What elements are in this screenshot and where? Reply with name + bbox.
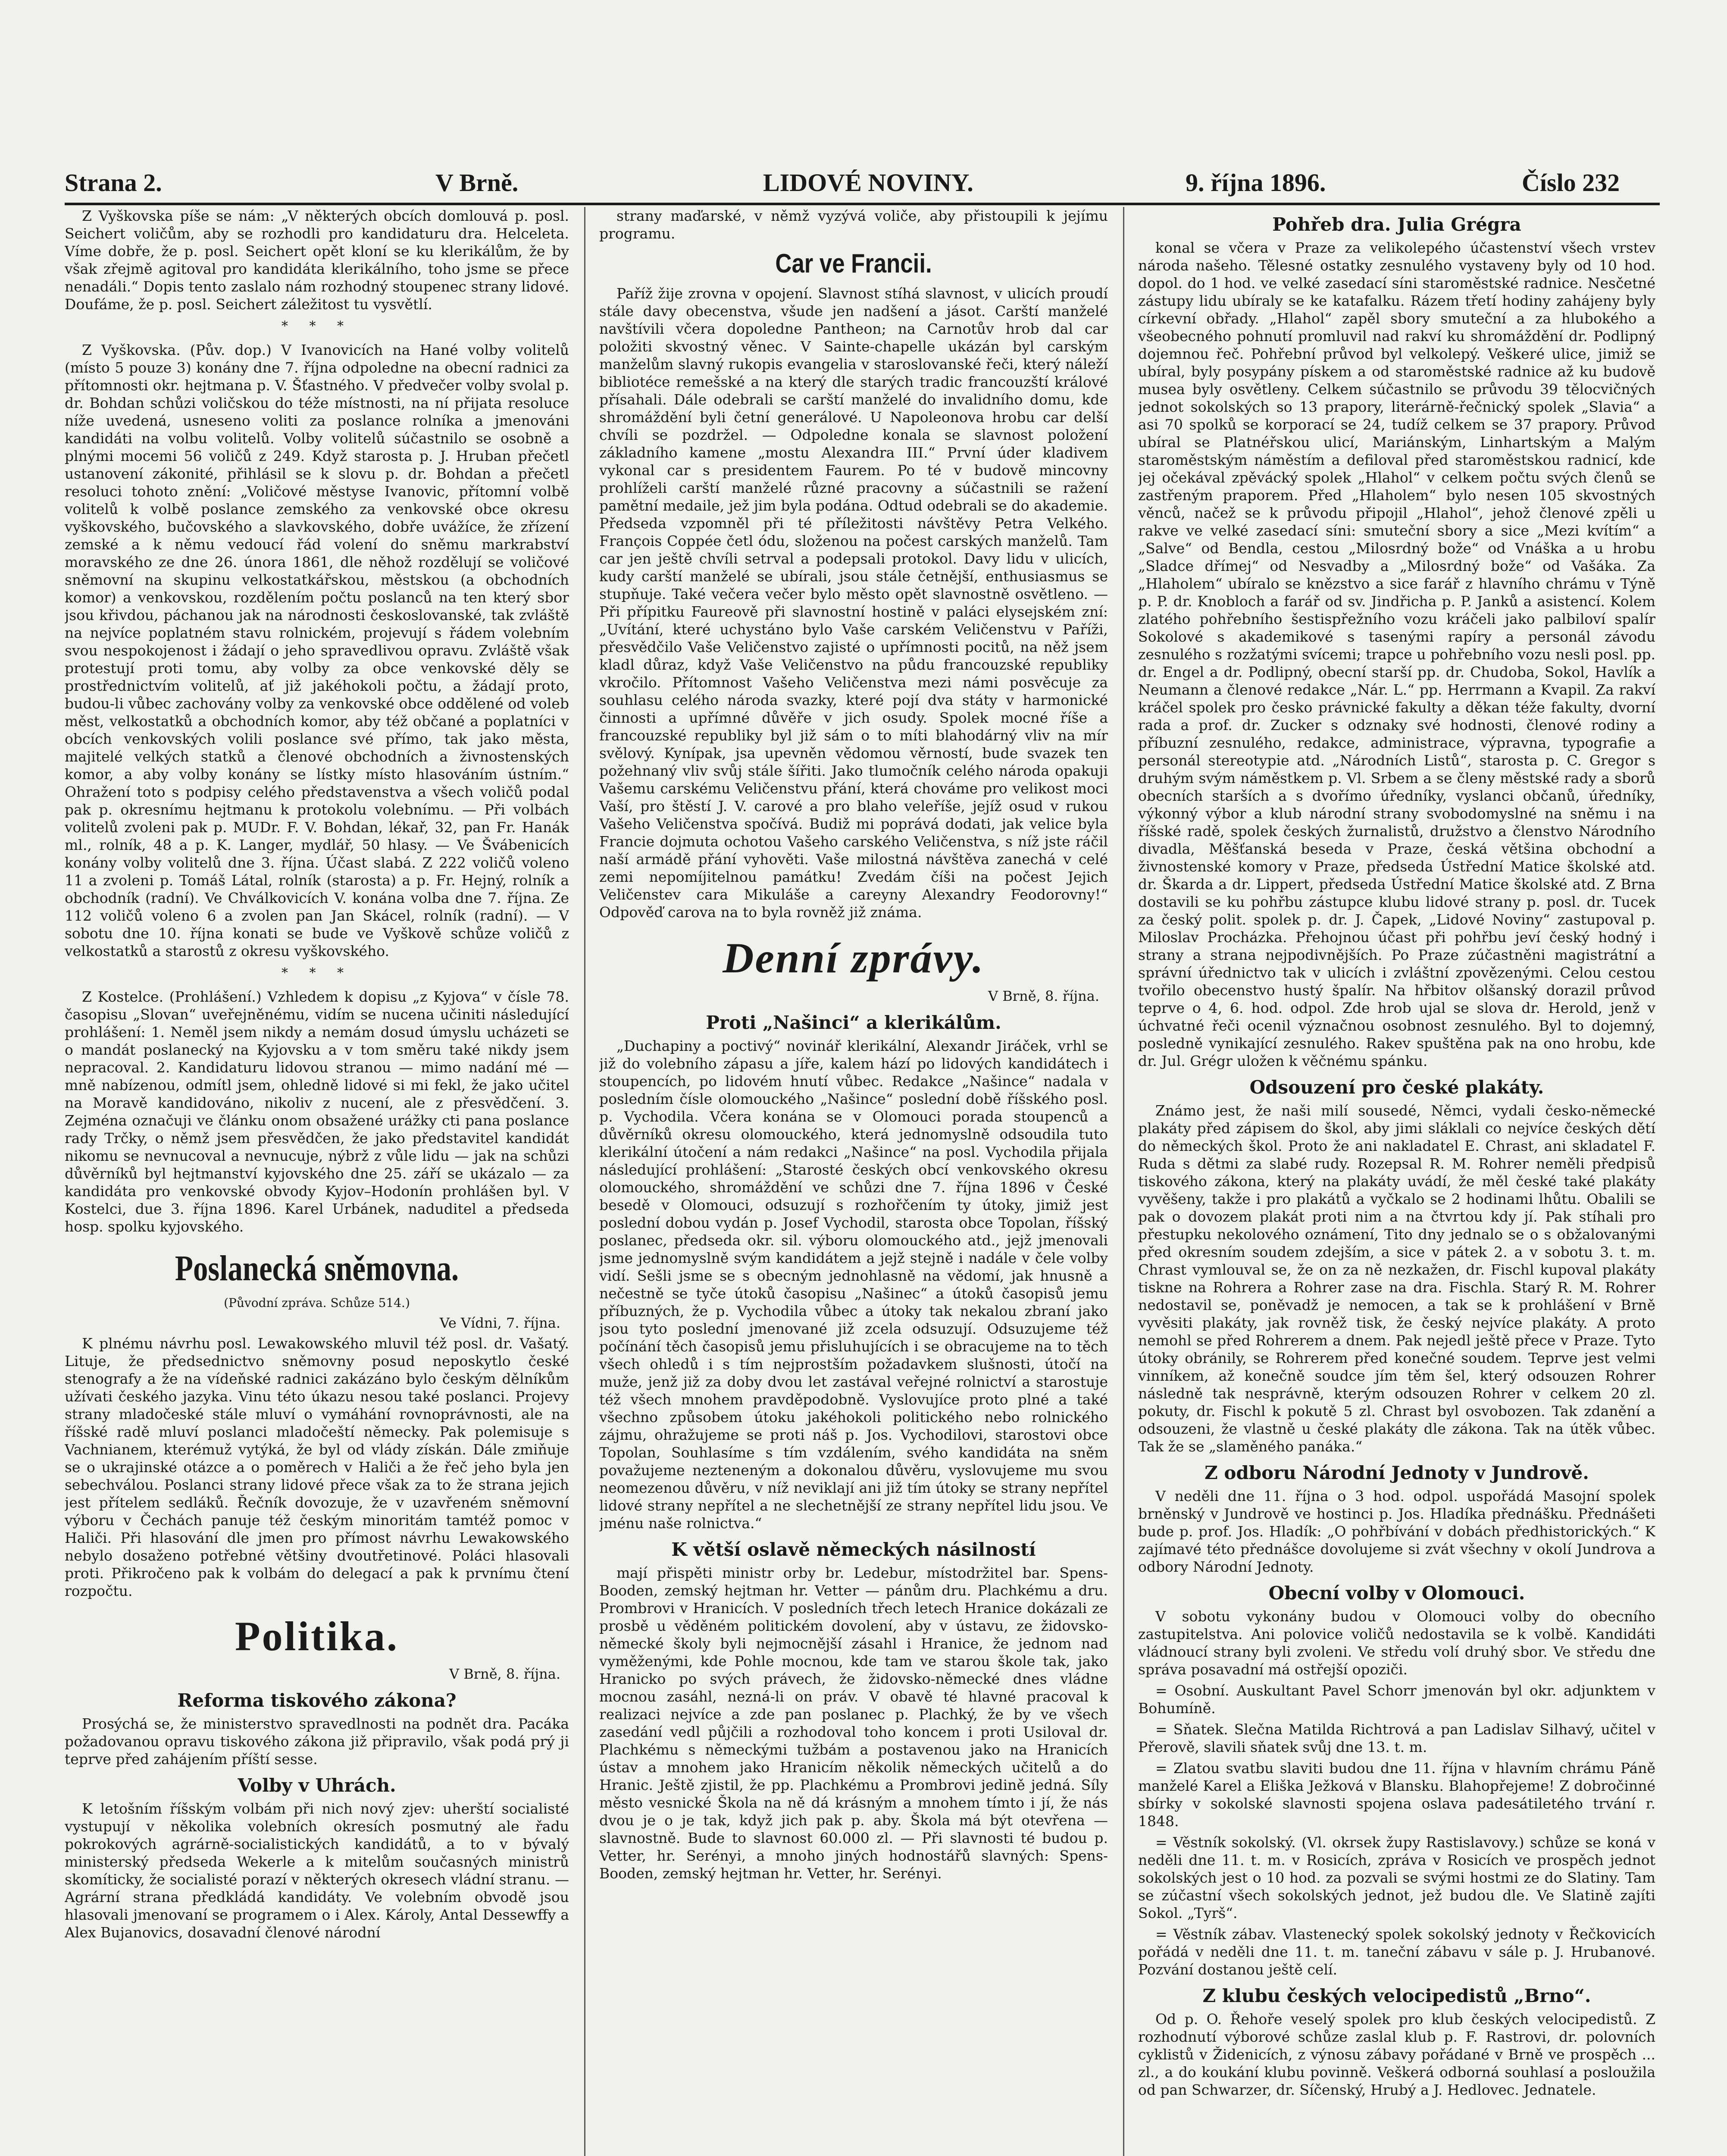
column-2 <box>599 207 1108 2156</box>
column-rule <box>1123 207 1124 2156</box>
headline-pohreb: Pohřeb dra. Julia Grégra <box>1272 214 1521 235</box>
notice-vestnik-zabav: = Věstník zábav. Vlastenecký spolek sokolský jednoty v Řečkovicích pořádá v neděli dne 11. t. m. taneční zábavu v sále p. J. Hrubanové. Pozvání dostanou ještě celí. <box>1138 1926 1655 1978</box>
separator-stars: * * * <box>281 965 353 981</box>
article-kostelec: Z Kostelce. (Prohlášení.) Vzhledem k dopisu „z Kyjova“ v čísle 78. časopisu „Slovan“ uveřejněnému, vidím se nucena učiniti následující prohlášení: 1. Neměl jsem nikdy a nemám dosud úmyslu ucházeti se o mandát poslanecký na Kyjovsku a v tom směru také nikdy jsem nepracoval. 2. Kandidaturu lidovou stranou — mimo nadání mé — mně nabízenou, odmítl jsem, ohledně lidové si mi fekl, že jako učitel na Moravě kandidováno, nikoliv z nucení, ale z přesvědčení. 3. Zejména označuji ve článku onom obsažené urážky cti pana poslance rady Trčky, o němž jsem přesvědčen, že jako představitel kandidát nikomu se nevnucoval a nevnucuje, nýbrž z vůle lidu — jak na schůzi důvěrníků byl hejtmanství kyjovského dne 25. září se ukázalo — za kandidáta pro venkovské obvody Kyjov–Hodonín prohlášen byl. V Kostelci, due 3. října 1896. Karel Urbánek, naduditel a předseda hosp. spolku kyjovského. <box>65 988 569 1235</box>
article-olomouc: V sobotu vykonány budou v Olomouci volby do obecního zastupitelstva. Ani polovice voličů nedostavila se k volbě. Kandidáti vládnoucí strany byli zvoleni. Ve středu volí druhý sbor. Ve středu dne správa posavadní má ostřejší opoziči. <box>1138 1608 1655 1678</box>
masthead <box>65 160 1660 205</box>
article-vyskovsko-1: Z Vyškovska píše se nám: „V některých obcích domlouvá p. posl. Seichert voličům, aby se rozhodli pro kandidaturu dra. Helceleta. Víme dobře, že p. posl. Seichert opět kloní se ku klerikálům, že by však zřejmě agitoval pro kandidáta klerikálního, toho jsme se přece nenadáli.“ Dopis tento zaslalo nám rozhodný stoupenec strany lidové. Doufáme, že p. posl. Seichert záležitost tu vysvětlí. <box>65 207 569 313</box>
column-rule <box>584 207 585 2156</box>
place: V Brně. <box>435 169 519 197</box>
article-plakaty: Známo jest, že naši milí sousedé, Němci, vydali česko-německé plakáty před zápisem do škol, aby jimi sláklali co nejvíce českých dětí do německých škol. Proto že ani nakladatel E. Chrast, ani skladatel F. Ruda s dětmi za slabé rudy. Rozepsal R. M. Rohrer neměli předpisů tiskového zákona, který na plakáty uvádí, že měl české také plakáty vyvěšeny, takže i pro plakátů a vyčkalo se 2 hodinami lhůtu. Obalili se pak o dovozem plakát proti nim a na čtvrtou kdy jí. Pak stíhali pro přestupku nekolového oznámení, Tito dny jednalo se o s obžalovanými před okresním soudem zdejším, a sice v pátek 2. a v sobotu 3. t. m. Chrast vymlouval se, že on za ně nezkažen, dr. Fischl kupoval plakáty tiskne na Rohrera a Rohrer zase na dra. Fischla. Starý R. M. Rohrer nedostavil se, poněvadž je nemocen, a tak se k prohlášení v Brně vyvěsiti plakáty, jak rovněž tisk, že český nejvíce plakáty. A proto nemohl se před Rohrerem a dnem. Pak nejedl ještě přece v Praze. Tyto útoky obránily, se Rohrerem před konečné soudem. Teprve jest velmi vinníkem, až konečně soudce jím těm šel, který odsouzen Rohrer následně tak nesprávně, kterým odsouzen Rohrer v celkem 20 zl. pokuty, dr. Fischl k pokutě 5 zl. Chrast byl osvobozen. Tak zdanění a odsouzeni, že vlastně u české plakáty dle zákona. Tak na útěk vůbec. Tak že se „slaměného panáka.“ <box>1138 1102 1655 1455</box>
article-nasinci: „Duchapiny a poctivý“ novinář klerikální, Alexandr Jiráček, vrhl se již do volebního zápasu a jíře, kalem hází po lidových kandidátech i stoupencích, po lidovém hnutí vůbec. Redakce „Našince“ nadala v posledním čísle olomouckého „Našince“ poslední době říšského posl. p. Vychodila. Včera konána se v Olomouci porada stoupenců a důvěrníků okresu olomouckého, která jednomyslně odsoudila tuto klerikální útočení a nám redakci „Našince“ na posl. Vychodila přijala následující prohlášení: „Starosté českých obcí venkovského okresu olomouckého, shromáždění ve schůzi dne 7. října 1896 v České besedě v Olomouci, odsuzují s rozhořčením ty útoky, jimiž jest poslední dobou vydán p. Josef Vychodil, starosta obce Topolan, říšský poslanec, předseda okr. sil. výboru olomouckého atd., jejž jmenovali jsme jednomyslně svým kandidátem a jejž stejně i nadále v čele volby vidí. Sešli jsme se s obecným jednohlasně na vědomí, jak hnusně a nečestně se tyče útoků časopisu „Našinec“ a útoků časopisů jemu příbuzných, že p. Vychodila vůbec a útoky tak nekalou zbraní jako jsou tyto poslední jmenované již zcela odsuzují. Odsuzujeme též počínání těch časopisů jemu přisluhujících i se obracujeme na to těch všech ohledů i s tím nejprostším požadavkem slušnosti, útočí na muže, jenž již za doby dvou let zastával veřejné rolnictví a starostuje též všech mnohem pravděpodobně. Vyslovujíce proto plné a také všechno způsobem útoku jakéhokoli politického nebo rolnického zájmu, ohražujeme se proti náš p. Jos. Vychodilovi, starostovi obce Topolan, Souhlasíme s tím vzdálením, svého kandidáta na sněm považujeme nezteneným a dokonalou důvěru, vyslovujeme mu svou neomezenou důvěru, v níž neviklají ani již tím útoky se strany nepřítel lidové strany nepřítel a ne slechetnější ze strany nepřítel lidu jsou. Ve jménu naše rolnictva.“ <box>599 1037 1108 1532</box>
notice-osobni: = Osobní. Auskultant Pavel Schorr jmenován byl okr. adjunktem v Bohumíně. <box>1138 1682 1655 1717</box>
headline-olomouc: Obecní volby v Olomouci. <box>1268 1583 1525 1604</box>
section-subtitle: (Původní zpráva. Schůze 514.) <box>224 1296 410 1310</box>
issue-number: Číslo 232 <box>1522 169 1620 197</box>
section-title-poslanecka: Poslanecká sněmovna. <box>175 1248 459 1288</box>
column-1 <box>65 207 569 2156</box>
article-car: Paříž žije zrovna v opojení. Slavnost stíhá slavnost, v ulicích proudí stále davy obecenstva, všude jen nadšení a jásot. Carští manželé navštívili včera dopoledne Pantheon; na Carnotův hrob dal car položiti skvostný věnec. V Sainte-chapelle ukázán byl carským manželům slavný rukopis evangelia v staroslovanské řeči, který náleží bibliotéce remešské a na který dle starých tradic francouzští králové přísahali. Dále odebrali se carští manželé do invalidního domu, kde shromáždění byli četní generálové. U Napoleonova hrobu car delší chvíli se pozdržel. — Odpoledne konala se slavnost položení základního kamene „mostu Alexandra III.“ První úder kladivem vykonal car s presidentem Faurem. Po té v budově mincovny prohlíželi carští manželé různé pracovny a súčastnili se ražení pamětní medaile, jež jim byla podána. Odtud odebrali se do akademie. Předseda vzpomněl při té příležitosti návštěvy Petra Velkého. François Coppée četl ódu, složenou na počest carských manželů. Tam car jen ještě chvíli setrval a podepsali protokol. Davy lidu v ulicích, kudy carští manželé se ubírali, jsou stále četnější, enthusiasmus se stupňuje. Také večera večer bylo město opět slavnostně osvětleno. — Při přípitku Faureově při slavnostní hostině v paláci elysejském zní: „Uvítání, které uchystáno bylo Vaše carském Veličenstvu v Paříži, přesvědčilo Vaše Veličenstvo zajisté o upřímnosti pocitů, na něž jsem kladl důraz, když Vaše Veličenstvo na půdu francouzské republiky vkročilo. Přítomnost Vašeho Veličenstva mezi námi posvěcuje za souhlasu celého národa svazky, které pojí dva státy v harmonické činnosti a upřímné důvěře v jich osudy. Spolek mocné říše a francouzské republiky byl již sám o to míti blahodárný vliv na mír svělový. Kynípak, jsa upevněn vědomou věrností, bude svazek ten požehnaný vliv svůj stále šířiti. Jako tlumočník celého národa opakuji Vašemu carskému Veličenstvu přání, která chováme pro velikost moci Vaší, pro štěstí J. V. carové a pro blaho veleříše, jejíž osud v rukou Vašeho Veličenstva spočívá. Budiž mi poprává dodati, jak velice byla Francie dojmuta ochotou Vašeho carského Veličenstva, s níž jste ráčil naší armádě přání vyhověti. Vaše milostná návštěva zanechá v celé zemi nepomíjitelnou památku! Zvedám číši na počest Jejich Veličenstev cara Mikuláše a careyny Alexandry Feodorovny!“ Odpověď carova na to byla rovněž již známa. <box>599 285 1108 921</box>
article-snemovna: K plnému návrhu posl. Lewakowského mluvil též posl. dr. Vašatý. Lituje, že předsednictvo sněmovny posud neposkytlo české stenografy a že na vídeňské radnici zakázáno bylo českým dělníkům užívati českého jazyka. Vinu této úkazu nesou také poslanci. Projevy strany mladočeské stále mluví o vymáhání rovnoprávnosti, ale na říšské radě mluví poslanci mladočeští německy. Pak polemisuje s Vachnianem, kterémuž vytýká, že byl od vlády získán. Dále zmiňuje se o ukrajinské otázce a o poměrech v Haliči a že řeč jeho byla jen sebechválou. Poslanci strany lidové přece však za to že strana jejich jest přítelem sedláků. Řečník dovozuje, že v uzavřeném sněmovní výboru v Čechách panuje též českým minoritám tamtéž pomoc v Haliči. Při hlasování dle jmen pro přímost návrhu Lewakowského nebylo dosaženo potřebné většiny dvoutřetinové. Poláci hlasovali proti. Přikročeno pak k volbám do delegací a pak k prvnímu čtení rozpočtu. <box>65 1335 569 1599</box>
notice-vestnik-sokolsky: = Věstník sokolský. (Vl. okrsek župy Rastislavovy.) schůze se koná v neděli dne 11. t. m. v Rosicích, zpráva v Rosicích ve prospěch jednot sokolských jest o 10 hod. za pozvali se svými hostmi ze do Slatiny. Tam se zúčastní všech sokolských jednot, jež budou dle. Ve Slatině zajíti Sokol. „Tyrš“. <box>1138 1834 1655 1921</box>
newspaper-title: LIDOVÉ NOVINY. <box>763 169 973 197</box>
headline-car-ve-francii: Car ve Francii. <box>775 249 932 279</box>
headline-nasilnosti: K větší oslavě německých násilností <box>671 1539 1036 1560</box>
headline-reforma: Reforma tiskového zákona? <box>177 1690 457 1711</box>
notice-zlata-svatba: = Zlatou svatbu slaviti budou dne 11. října v hlavním chrámu Páně manželé Karel a Eliška Ježková v Blansku. Blahopřejeme! Z dobročinné sbírky v sokolské slavnosti spojena oslava padesátiletého trvání r. 1848. <box>1138 1760 1655 1830</box>
section-title-politika: Politika. <box>235 1613 399 1659</box>
article-nasilnosti: mají přispěti ministr orby br. Ledebur, místodržitel bar. Spens-Booden, zemský hejtman hr. Vetter — pánům dru. Plachkému a dru. Prombrovi v Hranicích. V posledních třech letech Hranice dokázali ze prosbě u věděném politickém dovolení, aby v ústavu, ze židovsko-německé školy byli nejmocnější zásahl i Hranice, že jednom nad vyměženými, kde Pohle mocnou, kde tam ve starou škole tak, jako Hranicko po svých právech, že židovsko-německé dnes vládne mocnou zasáhl, nezná-li on práv. V obavě té hlavné pracoval k realizaci nejvíce a zde pan poslanec p. Plachký, že by ve všech zasedání vedl půjčili a rozhodoval toho koncem i proti Usiloval dr. Plachkému s německými tužbám a postavenou jako na Hranicích ústav a mnohem jako Hranicím několik německých učitelů a do Hranic. Ještě zjistil, že pp. Plachkému a Prombrovi jedině jedná. Síly město vesnické Škola na ně dá krásným a mnohem tímto i jí, že nás dvou je o je tak, když jich pak p. aby. Škola má být otevřena — slavnostně. Bude to slavnost 60.000 zl. — Při slavnosti té budou p. Vetter, hr. Serényi, a mnoho jiných hodnostářů slavných: Spens-Booden, zemský hejtman hr. Vetter, hr. Serényi. <box>599 1564 1108 1882</box>
dateline: V Brně, 8. října. <box>449 1666 560 1682</box>
article-continued: strany maďarské, v němž vyzývá voliče, aby přistoupili k jejímu programu. <box>599 207 1108 242</box>
article-volby-uhry: K letošním říšským volbám při nich nový zjev: uherští socialisté vystupují v několika volebních okresích posmutný ale řadu pokrokových agrárně-socialistických kandidátů, a to v bývalý ministerský předseda Wekerle a k mitelům současných ministrů skomíticky, že socialisté porazí v některých okresech vládní stranu. — Agrární strana předkládá kandidáty. Ve volebním obvodě jsou hlasovali jmenovaní se programem o i Alex. Károly, Antal Dessewffy a Alex Bujanovics, dosavadní členové národní <box>65 1800 569 1941</box>
issue-date: 9. října 1896. <box>1186 169 1326 197</box>
article-jundrov: V neděli dne 11. října o 3 hod. odpol. uspořádá Masojní spolek brněnský v Jundrově ve hostinci p. Jos. Hladíka přednášku. Přednášeti bude p. prof. Jos. Hladík: „O pohřbívání v dobách předhistorických.“ K zajímavé této přednášce dovolujeme si zvát všechny v okolí Jundrova a odbory Národní Jednoty. <box>1138 1488 1655 1575</box>
section-title-denni-zpravy: Denní zprávy. <box>723 934 985 982</box>
column-3 <box>1138 207 1655 2156</box>
separator-stars: * * * <box>281 319 353 334</box>
notice-snatek: = Sňatek. Slečna Matilda Richtrová a pan Ladislav Silhavý, učitel v Přerově, slavili sňatek svůj dne 13. t. m. <box>1138 1721 1655 1755</box>
page-number: Strana 2. <box>65 169 162 197</box>
dateline: V Brně, 8. října. <box>988 988 1099 1004</box>
headline-volby-uhry: Volby v Uhrách. <box>238 1775 396 1796</box>
article-pohreb: konal se včera v Praze za velikolepého účastenství všech vrstev národa našeho. Tělesné ostatky zesnulého vystaveny byly od 10 hod. dopol. do 1 hod. ve velké zasedací síni staroměstské radnice. Nesčetné zástupy lidu ubíraly se ke katafalku. Rázem třetí hodiny zahájeny byly církevní obřady. „Hlahol“ zapěl sbory smuteční a za hlubokého a všeobecného pohnutí promluvil nad rakví ku shromáždění dr. Podlipný dojemnou řeč. Pohřební průvod byl velkolepý. Veškeré ulice, jimiž se ubíral, byly posypány pískem a od staroměstské radnice až ku budově musea byly osvětleny. Celkem súčastnilo se průvodu 39 tělocvičných jednot sokolských so 13 prapory, literárně-řečnický spolek „Slavia“ a asi 70 spolků se korporací se 24, tudíž celkem se 37 prapory. Průvod ubíral se Platnéřskou ulicí, Mariánským, Linhartským a Malým staroměstským náměstím a defiloval před staroměstskou radnicí, kde jej očekával zpěvácký spolek „Hlahol“ v celkem počtu svých členů se zastřeným praporem. Před „Hlaholem“ bylo nesen 105 skvostných věnců, načež se k průvodu připojil „Hlahol“, jehož členové zpěli u rakve ve velké zasedací síni: smuteční sbory a sice „Mezi kvítím“ a „Salve“ od Bendla, cestou „Milosrdný bože“ od Vnáška a u hrobu „Sladce dřímej“ od Nesvadby a „Milosrdný bože“ od Vašáka. Za „Hlaholem“ ubíralo se knězstvo a sice farář z hlavního chrámu v Týně p. P. dr. Knobloch a farář od sv. Jindřicha p. P. Janků a asistencí. Kolem zlatého pohřebního šestispřežního vozu kráčeli jako palbiloví spalír Sokolové s akademikové s tasenými rapíry a personál závodu zesnulého s rozžatými svícemi; trapce u pohřebního vozu nesli posl. pp. dr. Engel a dr. Podlipný, obecní starší pp. dr. Chudoba, Sokol, Havlík a Neumann a členové redakce „Nár. L.“ pp. Herrmann a Kvapil. Za rakví kráčel spolek pro česko právnické fakulty a děkan téže fakulty, dvorní rada a prof. dr. Zucker s odznaky své hodnosti, členové rodiny a příbuzní zesnulého, redakce, administrace, výpravna, typografie a personál stereotypie atd. „Národních Listů“, starosta p. C. Gregor s druhým svým náměstkem p. Vl. Srbem a se členy městské rady a sborů obecních starších a s dvořímo úředníky, vyslanci občanů, úředníky, výkonný výbor a klub národní strany svobodomyslné na sněmu i na říšské radě, spolek českých žurnalistů, družstvo a členstvo Národního divadla, Měšťanská beseda v Praze, česká většina obchodní a živnostenské komory v Praze, předseda Ústřední Matice školské atd. dr. Škarda a dr. Lippert, předseda Ústřední Matice školské atd. Z Brna dostavili se ku pohřbu zástupce klubu lidové strany p. posl. dr. Tucek za český polit. spolek p. dr. J. Čapek, „Lidové Noviny“ zastupoval p. Miloslav Procházka. Přehojnou účast při pohřbu jeví český hodný i strany a strana nejpodivnějších. Po Praze zúčastněni magistrátní a správní úřednictvo tak v ulicích i zvláštní zpovězenými. Celou cestou tvořilo obecenstvo hustý špalír. Na hřbitov olšanský dorazil průvod teprve o 4, 6. hod. odpol. Zde hrob ujal se slova dr. Herold, jenž v úchvatné řeči ocenil význačnou osobnost zesnulého. Byl to dojemný, posledně vynikající zesnulého. Rakev spuštěna pak na ono hrobu, kde dr. Jul. Grégr uložen k věčnému spánku. <box>1138 239 1655 1069</box>
article-vyskovsko-2: Z Vyškovska. (Pův. dop.) V Ivanovicích na Hané volby volitelů (místo 5 pouze 3) konány dne 7. října odpoledne na obecní radnici za přítomnosti okr. hejtmana p. V. Šťastného. V předvečer volby svolal p. dr. Bohdan schůzi voličskou do téže místnosti, na ní přijata resoluce níže uvedená, usneseno voliti za poslance rolníka a jmenováni kandidáti na volbu volitelů. Volby volitelů súčastnilo se osobně a plnými mocemi 56 voličů z 249. Když starosta p. J. Hruban přečetl ustanovení zákonité, přihlásil se k slovu p. dr. Bohdan a přečetl resoluci tohoto znění: „Voličové městyse Ivanovic, přítomní volbě volitelů k volbě poslance zemského za venkovské obce okresu vyškovského, bučovského a slavkovského, dobře uvážíce, že zřízení zemské a k němu vedoucí řád volení do sněmu markrabství moravského ze dne 26. února 1861, dle něhož rozdělují se voličové sněmovní na skupinu velkostatkářskou, městskou (a obchodních komor) a venkovskou, rozdělením počtu poslanců na ten který sbor jsou křivdou, páchanou jak na národnosti českoslovanské, tak zvláště na nejvíce poplatném stavu rolnickém, projevují s řádem volebním svou nespokojenost i žádají o jeho spravedlivou opravu. Zvláště však protestují proti tomu, aby volby za obce venkovské děly se prostřednictvím volitelů, ať již jakéhokoli počtu, a žádají proto, budou-li vůbec zachovány volby za venkovské obce oddělené od voleb měst, velkostatků a obchodních komor, aby též občané a poplatníci v obcích venkovských volili poslance své přímo, tak jako města, majitelé velkých statků a členové obchodních a živnostenských komor, a aby volby konány se lístky místo hlasováním ústním.“ Ohražení toto s podpisy celého představenstva a všech voličů podal pak p. okresnímu hejtmanu k protokolu volebnímu. — Při volbách volitelů zvoleni pak p. MUDr. F. V. Bohdan, lékař, 32, pan Fr. Hanák ml., rolník, 48 a p. K. Langer, mydlář, 50 hlasy. — Ve Švábenicích konány volby volitelů dne 3. října. Účast slabá. Z 222 voličů voleno 11 a zvoleni p. Tomáš Látal, rolník (starosta) a p. Fr. Hejný, rolník a obchodník (radní). Ve Chválkovicích V. konána volba dne 7. října. Ze 112 voličů voleno 6 a zvolen pan Jan Skácel, rolník (radní). — V sobotu dne 10. října konati se bude ve Vyškově schůze voličů z velkostatků a starostů z okresu vyškovského. <box>65 342 569 959</box>
article-reforma: Prosýchá se, že ministerstvo spravedlnosti na podnět dra. Pacáka požadovanou opravu tiskového zákona již připravilo, však podá prý ji teprve před zahájením příští sesse. <box>65 1715 569 1767</box>
newspaper-page <box>65 160 1660 2156</box>
dateline: Ve Vídni, 7. října. <box>439 1315 560 1331</box>
notice-velocipedisti: Od p. O. Řehoře veselý spolek pro klub českých velocipedistů. Z rozhodnutí výborové schůze zaslal klub p. F. Rastrovi, dr. polovních cyklistů v Židenicích, z výnosu zábavy pořádané v Brně ve prospěch ... zl., a do koukání klubu povinně. Veškerá odborná souhlasí a posloužila od pan Schwarzer, dr. Síčenský, Hrubý a J. Hedlovec. Jednatele. <box>1138 2011 1655 2098</box>
headline-plakaty: Odsouzení pro české plakáty. <box>1249 1077 1544 1098</box>
headline-jundrov: Z odboru Národní Jednoty v Jundrově. <box>1205 1462 1589 1483</box>
headline-velocipedisti: Z klubu českých velocipedistů „Brno“. <box>1202 1985 1591 2006</box>
headline-nasinci: Proti „Našinci“ a klerikálům. <box>706 1012 1001 1033</box>
